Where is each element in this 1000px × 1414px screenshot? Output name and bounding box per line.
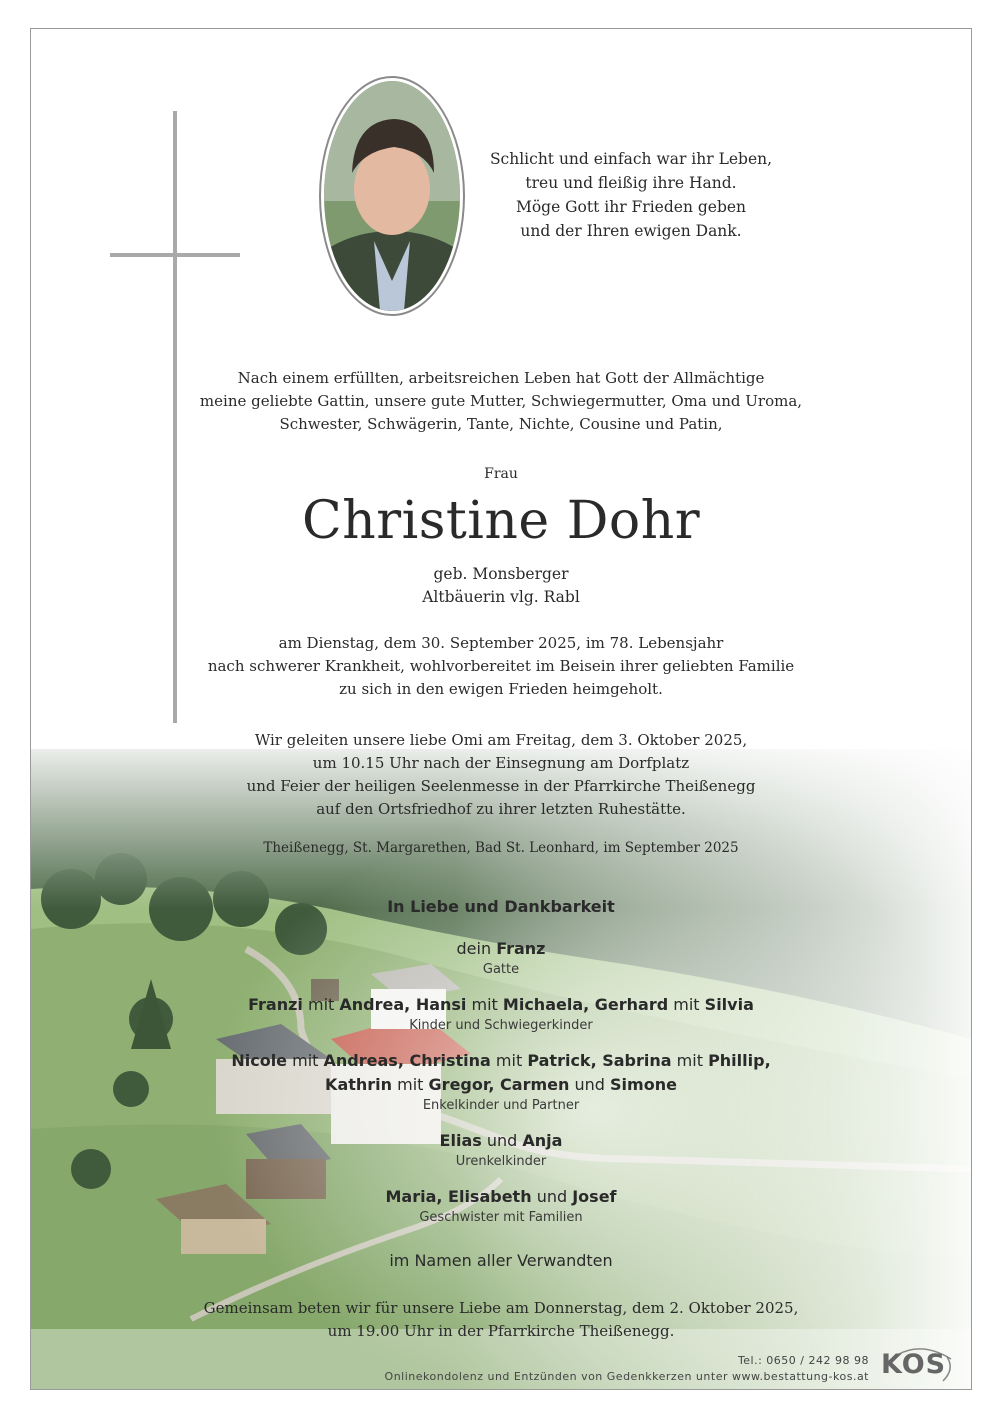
funeral-line: auf den Ortsfriedhof zu ihrer letzten Ruhestätte. — [316, 800, 686, 818]
grandchild-name: Kathrin — [325, 1075, 393, 1094]
heading-text: In Liebe und Dankbarkeit — [387, 897, 615, 916]
prayer-line: Gemeinsam beten wir für unsere Liebe am Donnerstag, dem 2. Oktober 2025, — [203, 1299, 799, 1317]
connector: mit — [471, 995, 498, 1014]
great-grandchildren-role: Urenkelkinder — [455, 1154, 547, 1169]
verse-line: Schlicht und einfach war ihr Leben, — [489, 150, 773, 168]
siblings-role: Geschwister mit Familien — [419, 1210, 583, 1225]
family-heading — [31, 895, 971, 919]
death-line: nach schwerer Krankheit, wohlvorbereitet im Beisein ihrer geliebten Familie — [207, 657, 795, 675]
verse-line: treu und fleißig ihre Hand. — [525, 174, 737, 192]
grandchild-name: Andreas, Christina — [323, 1051, 491, 1070]
connector: mit — [397, 1075, 424, 1094]
death-line: am Dienstag, dem 30. September 2025, im 78. Lebensjahr — [278, 634, 724, 652]
maiden-name: geb. Monsberger — [433, 565, 569, 583]
family-grandchildren — [31, 1049, 971, 1115]
death-line: zu sich in den ewigen Frieden heimgeholt. — [339, 680, 663, 698]
funeral-info — [31, 729, 971, 821]
sibling-name: Josef — [572, 1187, 617, 1206]
intro-line: Schwester, Schwägerin, Tante, Nichte, Cousine und Patin, — [279, 415, 723, 433]
closing-text: im Namen aller Verwandten — [389, 1251, 613, 1270]
footer-phone: Tel.: 0650 / 242 98 98 — [737, 1354, 869, 1367]
connector: mit — [673, 995, 700, 1014]
grandchildren-role: Enkelkinder und Partner — [422, 1098, 580, 1113]
footer-online-condolence[interactable]: Onlinekondolenz und Entzünden von Gedenkkerzen unter www.bestattung-kos.at — [384, 1370, 869, 1383]
great-grandchild-name: Anja — [522, 1131, 563, 1150]
sibling-name: Maria, Elisabeth — [385, 1187, 532, 1206]
child-name: Franzi — [248, 995, 303, 1014]
grandchild-name: Simone — [610, 1075, 677, 1094]
salutation: Frau — [484, 466, 518, 482]
grandchild-name: Gregor, Carmen — [428, 1075, 570, 1094]
intro-text — [31, 367, 971, 436]
connector: und — [536, 1187, 568, 1206]
family-siblings — [31, 1185, 971, 1227]
death-notice — [31, 632, 971, 701]
family-great-grandchildren — [31, 1129, 971, 1171]
verse-line: und der Ihren ewigen Dank. — [520, 222, 742, 240]
connector: und — [574, 1075, 605, 1094]
spouse-role: Gatte — [482, 962, 520, 977]
intro-line: Nach einem erfüllten, arbeitsreichen Leben hat Gott der Allmächtige — [237, 369, 765, 387]
deceased-name: Christine Dohr — [301, 491, 701, 551]
grandchild-name: Phillip, — [708, 1051, 771, 1070]
connector: mit — [676, 1051, 703, 1070]
connector: und — [486, 1131, 518, 1150]
obituary-page — [30, 28, 972, 1390]
children-role: Kinder und Schwiegerkinder — [409, 1018, 593, 1033]
connector: mit — [292, 1051, 319, 1070]
funeral-line: und Feier der heiligen Seelenmesse in der Pfarrkirche Theißenegg — [246, 777, 756, 795]
logo-text: KOS — [881, 1349, 947, 1380]
place-date: Theißenegg, St. Margarethen, Bad St. Leonhard, im September 2025 — [263, 840, 739, 856]
prayer-line: um 19.00 Uhr in der Pfarrkirche Theißenegg. — [327, 1322, 675, 1340]
family-spouse — [31, 937, 971, 979]
child-name: Silvia — [704, 995, 754, 1014]
funeral-line: um 10.15 Uhr nach der Einsegnung am Dorfplatz — [312, 754, 690, 772]
spouse-prefix: dein — [456, 939, 492, 958]
portrait-photo — [319, 76, 465, 316]
great-grandchild-name: Elias — [439, 1131, 482, 1150]
cross-horizontal-bar — [110, 253, 240, 257]
funeral-line: Wir geleiten unsere liebe Omi am Freitag, dem 3. Oktober 2025, — [254, 731, 748, 749]
memorial-verse — [471, 147, 791, 243]
verse-line: Möge Gott ihr Frieden geben — [515, 198, 747, 216]
portrait-image — [324, 81, 460, 311]
farm-title: Altbäuerin vlg. Rabl — [422, 588, 580, 606]
connector: mit — [308, 995, 335, 1014]
grandchild-name: Nicole — [231, 1051, 288, 1070]
connector: mit — [495, 1051, 523, 1070]
family-children — [31, 993, 971, 1035]
child-name: Andrea, Hansi — [339, 995, 467, 1014]
spouse-name: Franz — [496, 939, 546, 958]
family-closing — [31, 1249, 971, 1273]
child-name: Michaela, Gerhard — [502, 995, 669, 1014]
kos-logo — [877, 1347, 957, 1383]
prayer-notice — [31, 1297, 971, 1343]
intro-line: meine geliebte Gattin, unsere gute Mutter, Schwiegermutter, Oma und Uroma, — [199, 392, 803, 410]
grandchild-name: Patrick, Sabrina — [527, 1051, 672, 1070]
